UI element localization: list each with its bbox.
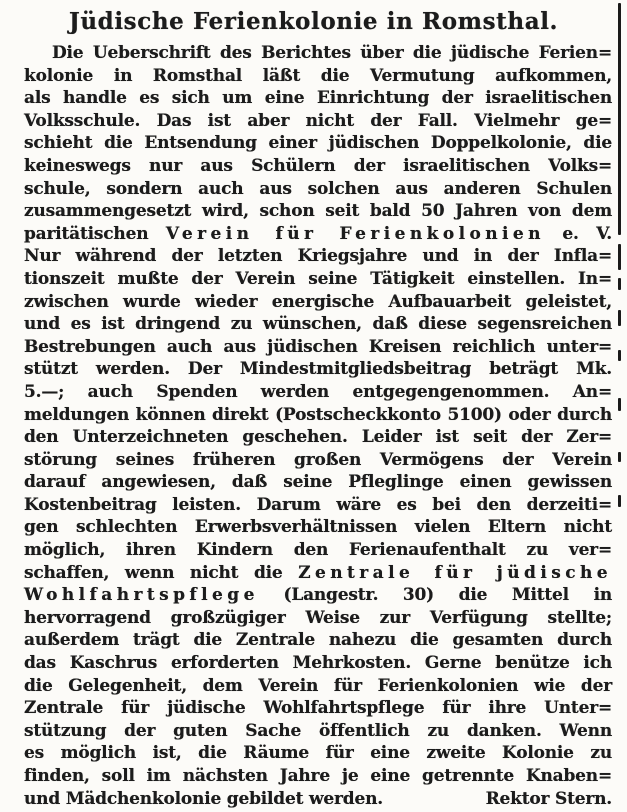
column-rule-dash [618, 452, 621, 462]
text-segment: den Unterzeichneten geschehen. Leider ist seit der Zer= [24, 427, 612, 448]
text-segment: und Mädchenkolonie gebildet werden. [24, 788, 383, 809]
letterspaced-text: Zentrale für jüdische [298, 562, 612, 583]
text-line [24, 426, 612, 449]
text-line [24, 720, 612, 743]
text-line [24, 539, 612, 562]
text-line [24, 471, 612, 494]
text-line [24, 584, 612, 607]
text-line [24, 178, 612, 201]
text-segment: Nur während der letzten Kriegsjahre und in der Infla= [24, 246, 612, 267]
text-segment: stützung der guten Sache öffentlich zu danken. Wenn [24, 720, 612, 741]
text-line [24, 697, 612, 720]
text-segment: meldungen können direkt (Postscheckkonto 5100) oder durch [24, 404, 612, 425]
article-body [0, 41, 627, 810]
column-rule-dash [618, 310, 621, 326]
text-segment: hervorragend großzügiger Weise zur Verfügung stellte; [24, 607, 612, 628]
text-segment: finden, soll im nächsten Jahre je eine getrennte Knaben= [24, 766, 612, 786]
text-line [24, 607, 612, 630]
text-segment: die Gelegenheit, dem Verein für Ferienkolonien wie der [24, 675, 612, 696]
text-line [24, 200, 612, 223]
text-segment: zwischen wurde wieder energische Aufbauarbeit geleistet, [24, 291, 612, 312]
text-segment: das Kaschrus erforderten Mehrkosten. Gerne benütze ich [24, 653, 612, 674]
text-line [24, 358, 612, 381]
text-segment: Bestrebungen auch aus jüdischen Kreisen reichlich unter= [24, 336, 612, 357]
column-rule [618, 3, 621, 235]
text-segment: stützt werden. Der Mindestmitgliedsbeitrag beträgt Mk. [24, 359, 612, 380]
article-title: Jüdische Ferienkolonie in Romsthal. [68, 8, 559, 35]
text-segment: außerdem trägt die Zentrale nahezu die gesamten durch [24, 630, 612, 651]
text-line [24, 449, 612, 472]
text-line [24, 268, 612, 291]
text-segment: Zentrale für jüdische Wohlfahrtspflege für ihre Unter= [24, 698, 612, 719]
text-line [24, 223, 612, 246]
text-line [24, 245, 612, 268]
text-segment: 5.—; auch Spenden werden entgegengenommen. An= [24, 381, 612, 402]
text-line [24, 404, 612, 427]
column-rule-dash [618, 350, 621, 361]
column-rule-dash [618, 398, 621, 411]
text-line [24, 562, 612, 585]
text-segment: paritätischen [24, 223, 166, 244]
text-segment: und es ist dringend zu wünschen, daß diese segensreichen [24, 314, 612, 335]
text-line [24, 42, 612, 65]
text-segment: als handle es sich um eine Einrichtung der israelitischen [24, 88, 612, 109]
text-line [24, 629, 612, 652]
text-segment: darauf angewiesen, daß seine Pfleglinge einen gewissen [24, 472, 612, 493]
text-segment: gen schlechten Erwerbsverhältnissen vielen Eltern nicht [24, 517, 612, 538]
text-line [24, 155, 612, 178]
text-line [24, 381, 612, 404]
text-segment: schieht die Entsendung einer jüdischen Doppelkolonie, die [24, 133, 612, 154]
text-segment: schaffen, wenn nicht die [24, 562, 299, 583]
text-line [24, 652, 612, 675]
text-line [24, 65, 612, 88]
letterspaced-text: Verein für Ferienkolonien [165, 223, 545, 244]
column-rule-dash [618, 244, 621, 270]
text-segment: e. V. [544, 223, 612, 244]
text-line [24, 765, 612, 788]
text-segment: keineswegs nur aus Schülern der israelitischen Volks= [24, 155, 612, 176]
column-rule-dash [618, 495, 621, 507]
text-line [24, 87, 612, 110]
text-line [24, 516, 612, 539]
text-line [24, 291, 612, 314]
text-segment: Rektor Stern. [485, 788, 612, 809]
text-segment: (Langestr. 30) die Mittel in [258, 585, 612, 606]
text-segment: möglich, ihren Kindern den Ferienaufenthalt zu ver= [24, 540, 612, 561]
text-segment: störung seines früheren großen Vermögens der Verein [24, 449, 612, 470]
column-rule-dash [618, 278, 621, 290]
text-line [24, 494, 612, 517]
text-segment: Kostenbeitrag leisten. Darum wäre es bei den derzeiti= [24, 494, 612, 515]
text-line [24, 675, 612, 698]
text-segment: schule, sondern auch aus solchen aus anderen Schulen [24, 178, 612, 199]
text-segment: Die Ueberschrift des Berichtes über die jüdische Ferien= [52, 43, 612, 63]
text-segment: kolonie in Romsthal läßt die Vermutung aufkommen, [24, 65, 612, 86]
text-segment: Volksschule. Das ist aber nicht der Fall. Vielmehr ge= [24, 110, 612, 131]
text-segment: es möglich ist, die Räume für eine zweite Kolonie zu [24, 743, 612, 764]
text-line [24, 110, 612, 133]
text-line [24, 336, 612, 359]
text-segment: zusammengesetzt wird, schon seit bald 50 Jahren von dem [24, 201, 612, 222]
text-line-signature [24, 788, 612, 811]
text-segment: tionszeit mußte der Verein seine Tätigkeit einstellen. In= [24, 268, 612, 289]
text-line [24, 742, 612, 765]
text-line [24, 313, 612, 336]
letterspaced-text: Wohlfahrtspflege [24, 585, 259, 606]
text-line [24, 132, 612, 155]
